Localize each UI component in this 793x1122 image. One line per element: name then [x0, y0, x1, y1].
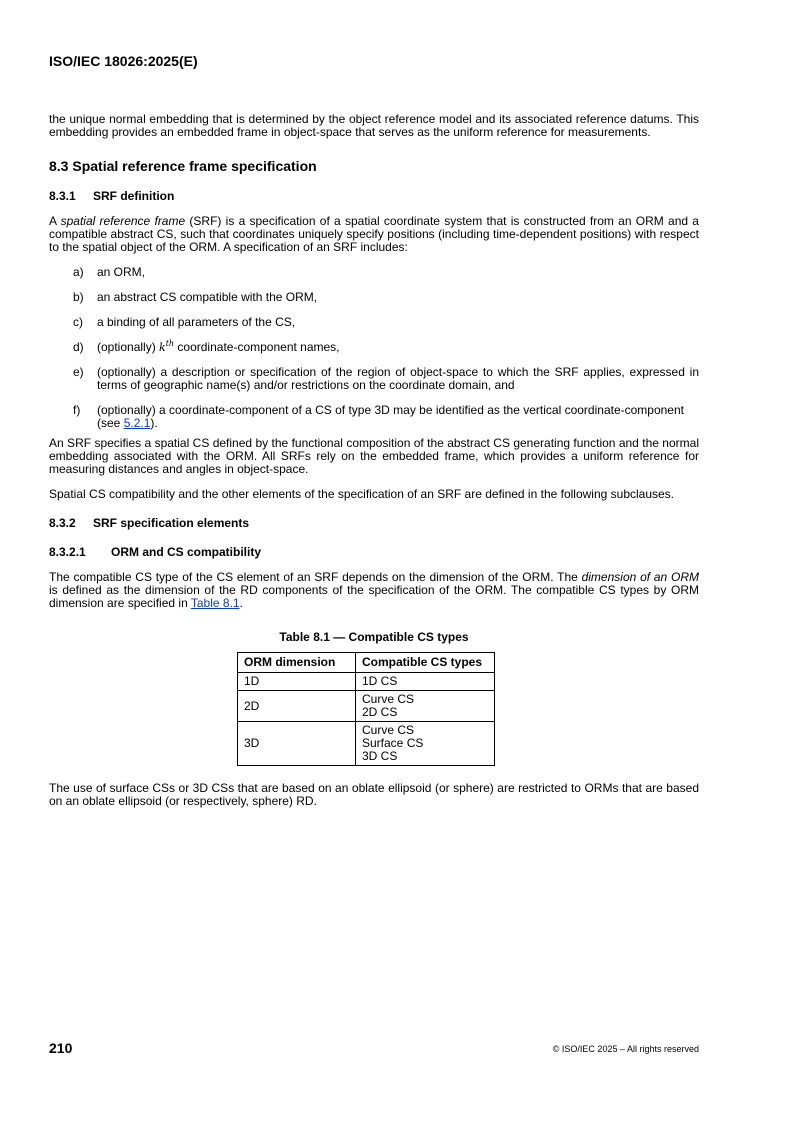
column-header: ORM dimension — [238, 653, 356, 673]
list-item: a) an ORM, — [73, 265, 146, 279]
subsection-heading-8-3-2-1 — [49, 545, 699, 559]
list-item: f) (optionally) a coordinate-component of a CS of type 3D may be identified as the vertical coordinate-component (see 5.2.1). — [73, 403, 684, 430]
defined-term: spatial reference frame — [60, 214, 186, 228]
srf-spatial-cs-paragraph: An SRF specifies a spatial CS defined by the functional composition of the abstract CS generating function and the normal embedding associated with the ORM. All SRFs rely on the embedded frame, which provides a uniform reference for measuring distances and angles in object-space. — [49, 436, 699, 476]
closing-paragraph: The use of surface CSs or 3D CSs that are based on an oblate ellipsoid (or sphere) are restricted to ORMs that are based on an oblate ellipsoid (or respectively, sphere) RD. — [49, 781, 699, 808]
math-variable: k — [159, 341, 166, 354]
table-row — [238, 673, 495, 691]
subsection-title: SRF specification elements — [93, 516, 250, 530]
standard-header: ISO/IEC 18026:2025(E) — [49, 53, 198, 69]
column-header: Compatible CS types — [356, 653, 495, 673]
list-item: b) an abstract CS compatible with the ORM, — [73, 290, 318, 304]
orm-dimension-paragraph: The compatible CS type of the CS element of an SRF depends on the dimension of the ORM. The dimension of an ORM is defined as the dimension of the RD components of the specification of the ORM. The compatible CS types by ORM dimension are specified in Table 8.1. — [49, 570, 699, 610]
list-item: e) (optionally) a description or specification of the region of object-space to which the SRF applies, expressed in terms of geographic name(s) and/or restrictions on the coordinate domain, and — [73, 365, 699, 392]
table-title: Table 8.1 — Compatible CS types — [279, 630, 469, 644]
subsection-number: 8.3.2 — [49, 516, 76, 530]
table-row — [238, 691, 495, 722]
table-header-row — [238, 653, 495, 673]
table-cell: 1D — [238, 673, 356, 691]
clause-link-5-2-1[interactable]: 5.2.1 — [123, 416, 151, 430]
math-superscript: th — [165, 339, 175, 348]
table-row — [238, 722, 495, 766]
subsection-title: ORM and CS compatibility — [111, 545, 262, 559]
srf-elements-list — [49, 266, 699, 430]
table-cell: 1D CS — [356, 673, 495, 691]
table-cell: 2D — [238, 691, 356, 722]
srf-definition-paragraph: A spatial reference frame (SRF) is a specification of a spatial coordinate system that is constructed from an ORM and a compatible abstract CS, such that coordinates uniquely specify positions (including time-dependent positions) with respect to the spatial object of the ORM. A specification of an SRF includes: — [49, 214, 699, 254]
document-page — [49, 0, 699, 1122]
table-cell: 3D — [238, 722, 356, 766]
list-item: c) a binding of all parameters of the CS, — [73, 315, 296, 329]
subsection-number: 8.3.1 — [49, 189, 76, 203]
compatible-cs-table — [237, 652, 495, 766]
content-flow — [49, 113, 699, 808]
section-heading-8-3: 8.3 Spatial reference frame specification — [49, 158, 317, 174]
subsection-heading-8-3-2 — [49, 516, 699, 530]
table-cell: Curve CS Surface CS 3D CS — [356, 722, 495, 766]
subsection-title: SRF definition — [93, 189, 175, 203]
table-cell: Curve CS 2D CS — [356, 691, 495, 722]
subsection-number: 8.3.2.1 — [49, 545, 86, 559]
intro-paragraph: the unique normal embedding that is determined by the object reference model and its associated reference datums. This embedding provides an embedded frame in object-space that serves as the uniform reference for measurements. — [49, 112, 699, 139]
list-item: d) (optionally) $k^{th}$ coordinate-component names, — [73, 339, 340, 354]
subsection-heading-8-3-1 — [49, 189, 699, 203]
defined-term: dimension of an ORM — [581, 570, 699, 584]
cs-compatibility-paragraph: Spatial CS compatibility and the other elements of the specification of an SRF are defined in the following subclauses. — [49, 487, 675, 501]
page-number: 210 — [49, 1040, 73, 1056]
copyright-notice: © ISO/IEC 2025 – All rights reserved — [552, 1044, 699, 1054]
table-link-8-1[interactable]: Table 8.1 — [190, 596, 240, 610]
